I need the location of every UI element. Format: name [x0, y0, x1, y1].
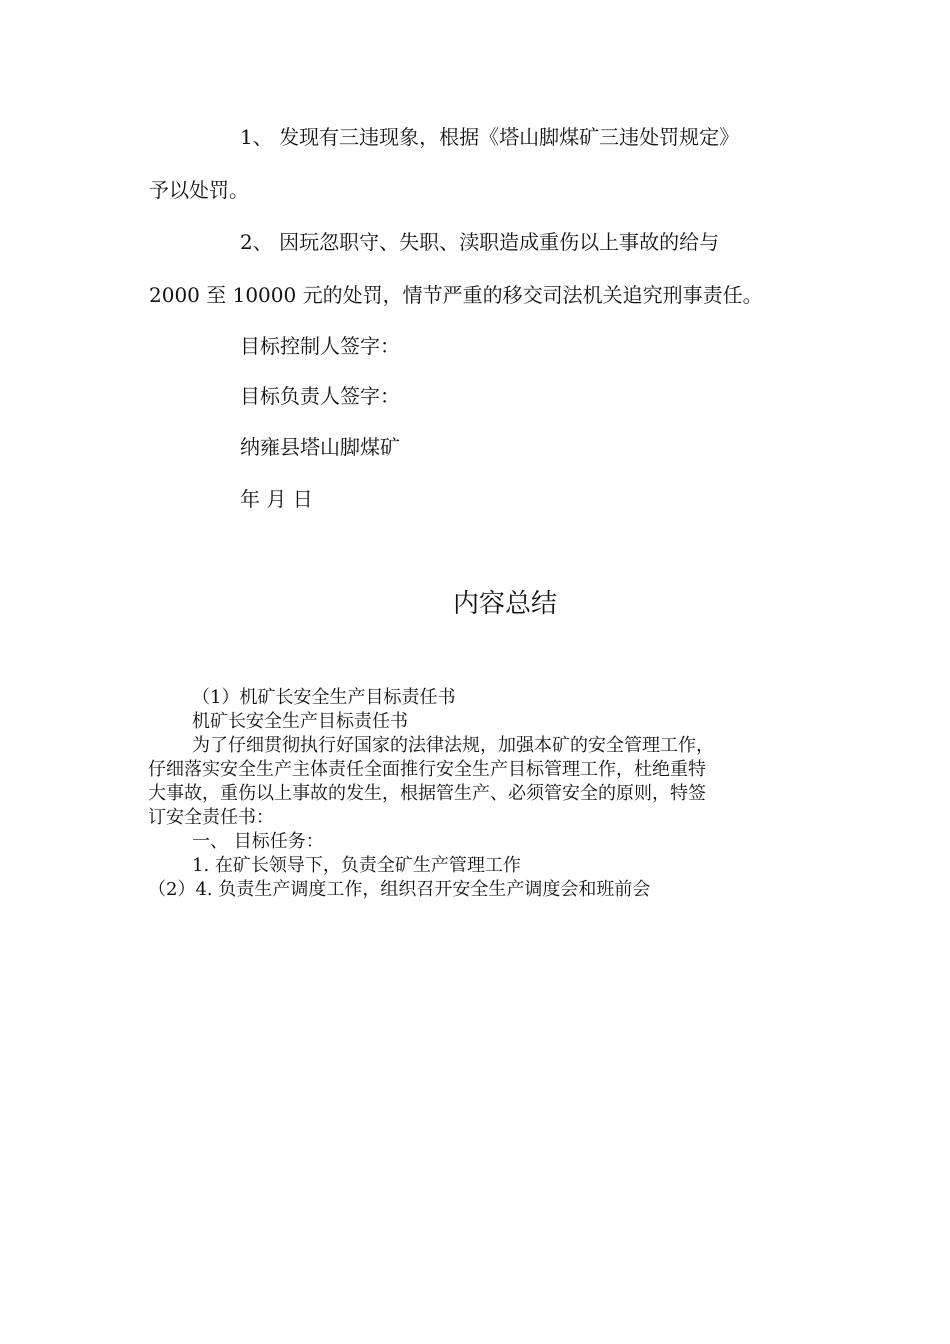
summary-line: （1）机矿长安全生产目标责任书 [192, 687, 456, 708]
penalty-clause-1-line-2: 予以处罚。 [149, 178, 249, 202]
summary-line: 大事故，重伤以上事故的发生，根据管生产、必须管安全的原则，特签 [148, 783, 706, 804]
penalty-clause-2-line-1: 2、 因玩忽职守、失职、渎职造成重伤以上事故的给与 [240, 230, 720, 254]
summary-line: 仔细落实安全生产主体责任全面推行安全生产目标管理工作，杜绝重特 [148, 759, 706, 780]
summary-title: 内容总结 [452, 589, 557, 619]
target-controller-signature: 目标控制人签字： [240, 334, 400, 358]
summary-line: 为了仔细贯彻执行好国家的法律法规，加强本矿的安全管理工作， [192, 735, 714, 756]
summary-line: 1. 在矿长领导下，负责全矿生产管理工作 [192, 855, 521, 876]
target-responsible-signature: 目标负责人签字： [240, 384, 400, 408]
penalty-clause-1-line-1: 1、 发现有三违现象，根据《塔山脚煤矿三违处罚规定》 [240, 125, 740, 149]
penalty-clause-2-line-2: 2000 至 10000 元的处罚，情节严重的移交司法机关追究刑事责任。 [149, 283, 763, 307]
summary-line: 机矿长安全生产目标责任书 [192, 711, 408, 732]
summary-line: 订安全责任书： [148, 807, 274, 828]
summary-line: （2）4. 负责生产调度工作，组织召开安全生产调度会和班前会 [148, 879, 651, 900]
signature-date: 年 月 日 [240, 487, 313, 511]
summary-line: 一、 目标任务： [192, 831, 324, 852]
organization-name: 纳雍县塔山脚煤矿 [240, 435, 400, 459]
